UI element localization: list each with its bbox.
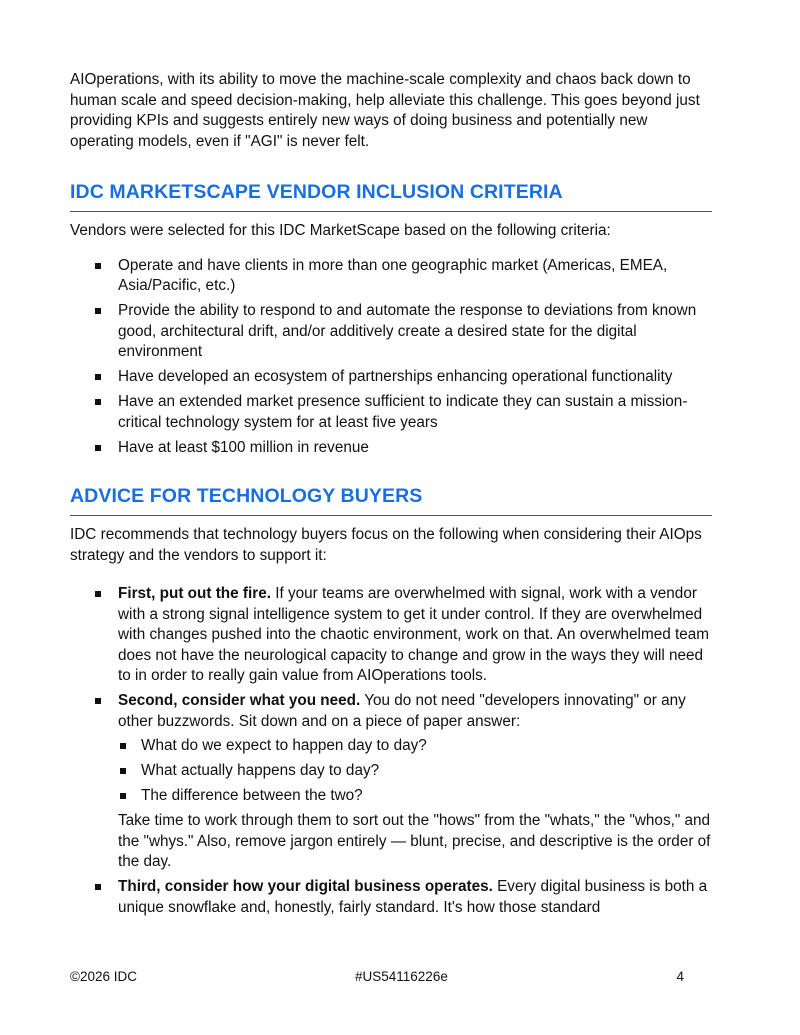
bullet-icon (95, 698, 101, 704)
footer-document-id: #US54116226e (355, 969, 448, 984)
advice-subitem (118, 736, 712, 757)
bullet-icon (120, 768, 126, 774)
criteria-list (70, 256, 712, 459)
bullet-icon (95, 884, 101, 890)
criteria-item-text: Have developed an ecosystem of partnerships enhancing operational functionality (118, 368, 673, 385)
criteria-item-text: Operate and have clients in more than one geographic market (Americas, EMEA, Asia/Pacific, etc.) (118, 256, 668, 294)
advice-item-text: You do not need "developers innovating" or any other buzzwords. Sit down and on a piece of paper answer: (118, 692, 686, 730)
criteria-lead: Vendors were selected for this IDC MarketScape based on the following criteria: (70, 222, 611, 239)
bullet-icon (120, 743, 126, 749)
criteria-heading-rule (70, 211, 712, 212)
bullet-icon (95, 263, 101, 269)
criteria-item (70, 392, 712, 433)
advice-heading-rule (70, 515, 712, 516)
advice-item-text: If your teams are overwhelmed with signal, work with a vendor with a strong signal intelligence system to get it under control. If they are overwhelmed with changes pushed into the chaotic environment, work on that. An overwhelmed team does not have the neurological capacity to change and grow in the ways they will need to in order to really gain value from AIOperations tools. (118, 585, 709, 684)
advice-item (70, 877, 712, 918)
criteria-item (70, 367, 712, 388)
advice-item-title: Third, consider how your digital business operates. (118, 878, 493, 895)
advice-sublist (118, 736, 712, 807)
bullet-icon (95, 374, 101, 380)
bullet-icon (95, 591, 101, 597)
bullet-icon (95, 399, 101, 405)
advice-item (70, 584, 712, 687)
bullet-icon (95, 445, 101, 451)
advice-item (70, 691, 712, 873)
advice-subitem-text: What do we expect to happen day to day? (141, 737, 427, 754)
footer-page-number: 4 (676, 969, 684, 984)
bullet-icon (95, 308, 101, 314)
criteria-item (70, 438, 712, 459)
intro-paragraph: AIOperations, with its ability to move the machine-scale complexity and chaos back down to human scale and speed decision-making, help alleviate this challenge. This goes beyond just providing KPIs and suggests entirely new ways of doing business and potentially new operating models, even if "AGI" is never felt. (70, 71, 700, 150)
criteria-heading: IDC MARKETSCAPE VENDOR INCLUSION CRITERIA (70, 181, 563, 203)
criteria-item (70, 256, 712, 297)
advice-subitem (118, 786, 712, 807)
advice-lead: IDC recommends that technology buyers focus on the following when considering their AIOps strategy and the vendors to support it: (70, 526, 702, 564)
footer-copyright: ©2026 IDC (70, 969, 137, 984)
advice-item-text: Every digital business is both a unique snowflake and, honestly, fairly standard. It's how those standard (118, 878, 708, 916)
advice-list (70, 584, 712, 918)
criteria-item-text: Provide the ability to respond to and automate the response to deviations from known good, architectural drift, and/or additively create a desired state for the digital environment (118, 302, 697, 360)
advice-subitem (118, 761, 712, 782)
criteria-item-text: Have an extended market presence sufficient to indicate they can sustain a mission-critical technology system for at least five years (118, 393, 688, 431)
advice-subitem-text: What actually happens day to day? (141, 762, 380, 779)
bullet-icon (120, 793, 126, 799)
advice-heading: ADVICE FOR TECHNOLOGY BUYERS (70, 485, 423, 507)
criteria-item-text: Have at least $100 million in revenue (118, 438, 369, 456)
advice-item-followup: Take time to work through them to sort out the "hows" from the "whats," the "whos," and the "whys." Also, remove jargon entirely — blunt, precise, and descriptive is the order of the day. (118, 812, 711, 870)
criteria-item (70, 301, 712, 363)
advice-subitem-text: The difference between the two? (141, 787, 363, 804)
document-page (70, 70, 712, 923)
advice-item-title: Second, consider what you need. (118, 692, 361, 709)
advice-item-title: First, put out the fire. (118, 585, 271, 602)
